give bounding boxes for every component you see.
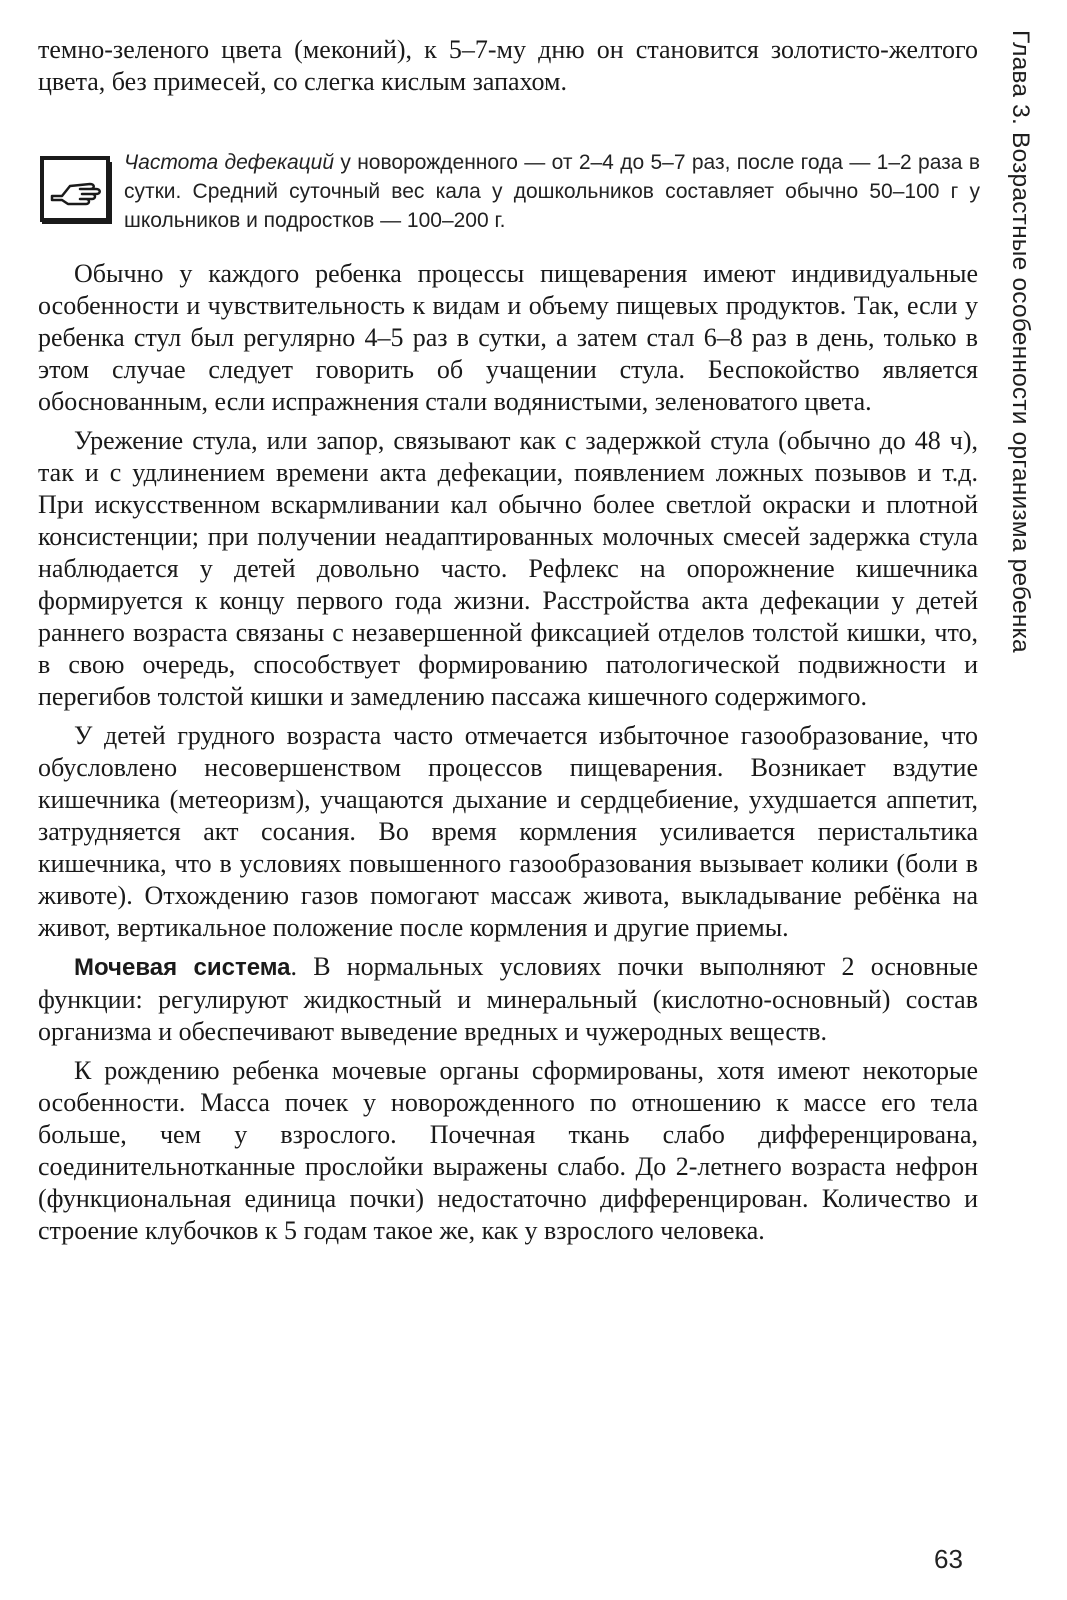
intro-paragraph-block: [38, 34, 978, 98]
running-head: [1000, 30, 1040, 700]
paragraph-kidneys: К рождению ребенка мочевые органы сформированы, хотя имеют некоторые особенности. Масса почек у новорожденного по отношению к массе его тела больше, чем у взрослого. Почечная ткань слабо дифференцирована, соединительнотканные прослойки выражены слабо. До 2-летнего возраста нефрон (функциональная единица почки) недостаточно дифференцирован. Количество и строение клубочков к 5 годам такое же, как у взрослого человека.: [38, 1056, 978, 1245]
page-number: 63: [934, 1544, 963, 1574]
section-heading-urinary: Мочевая система: [74, 954, 291, 981]
paragraph-constipation: Урежение стула, или запор, связывают как с задержкой стула (обычно до 48 ч), так и с удлинением времени акта дефекации, появлением ложных позывов и т.д. При искусственном вскармливании кал обычно более светлой окраски и плотной консистенции; при получении неадаптированных молочных смесей задержка стула наблюдается у детей довольно часто. Рефлекс на опорожнение кишечника формируется к концу первого года жизни. Расстройства акта дефекации у детей раннего возраста связаны с незавершенной фиксацией отделов толстой кишки, что, в свою очередь, способствует формированию патологической подвижности и перегибов толстой кишки и замедлению пассажа кишечного содержимого.: [38, 426, 978, 711]
pointing-hand-icon: [40, 156, 114, 226]
note-body: у новорожденного — от 2–4 до 5–7 раз, после года — 1–2 раза в сутки. Средний суточный вес кала у дошкольников составляет обычно 50–100 г у школьников и подростков — 100–200 г.: [124, 151, 980, 232]
paragraph-urinary-system: [38, 951, 978, 1048]
note-text: [124, 148, 980, 235]
note-box: [40, 148, 980, 248]
intro-paragraph: темно-зеленого цвета (меконий), к 5–7-му дню он становится золотисто-желтого цвета, без примесей, со слегка кислым запахом.: [38, 35, 978, 96]
note-term: Частота дефекаций: [124, 151, 335, 174]
paragraph-digestion: Обычно у каждого ребенка процессы пищеварения имеют индивидуальные особенности и чувствительность к видам и объему пищевых продуктов. Так, если у ребенка стул был регулярно 4–5 раз в сутки, а затем стал 6–8 раз в день, только в этом случае следует говорить об учащении стула. Беспокойство является обоснованным, если испражнения стали водянистыми, зеленоватого цвета.: [38, 259, 978, 416]
paragraph-urinary-text: . В нормальных условиях почки выполняют 2 основные функции: регулируют жидкостный и минеральный (кислотно-основный) состав организма и обеспечивают выведение вредных и чужеродных веществ.: [38, 952, 978, 1046]
paragraph-gas: У детей грудного возраста часто отмечается избыточное газообразование, что обусловлено несовершенством процессов пищеварения. Возникает вздутие кишечника (метеоризм), учащаются дыхание и сердцебиение, ухудшается аппетит, затрудняется акт сосания. Во время кормления усиливается перистальтика кишечника, что в условиях повышенного газообразования вызывает колики (боли в животе). Отхождению газов помогают массаж живота, выкладывание ребёнка на живот, вертикальное положение после кормления и другие приемы.: [38, 721, 978, 942]
main-text: [38, 258, 978, 1247]
running-head-text: Глава 3. Возрастные особенности организма ребенка: [1007, 30, 1034, 653]
